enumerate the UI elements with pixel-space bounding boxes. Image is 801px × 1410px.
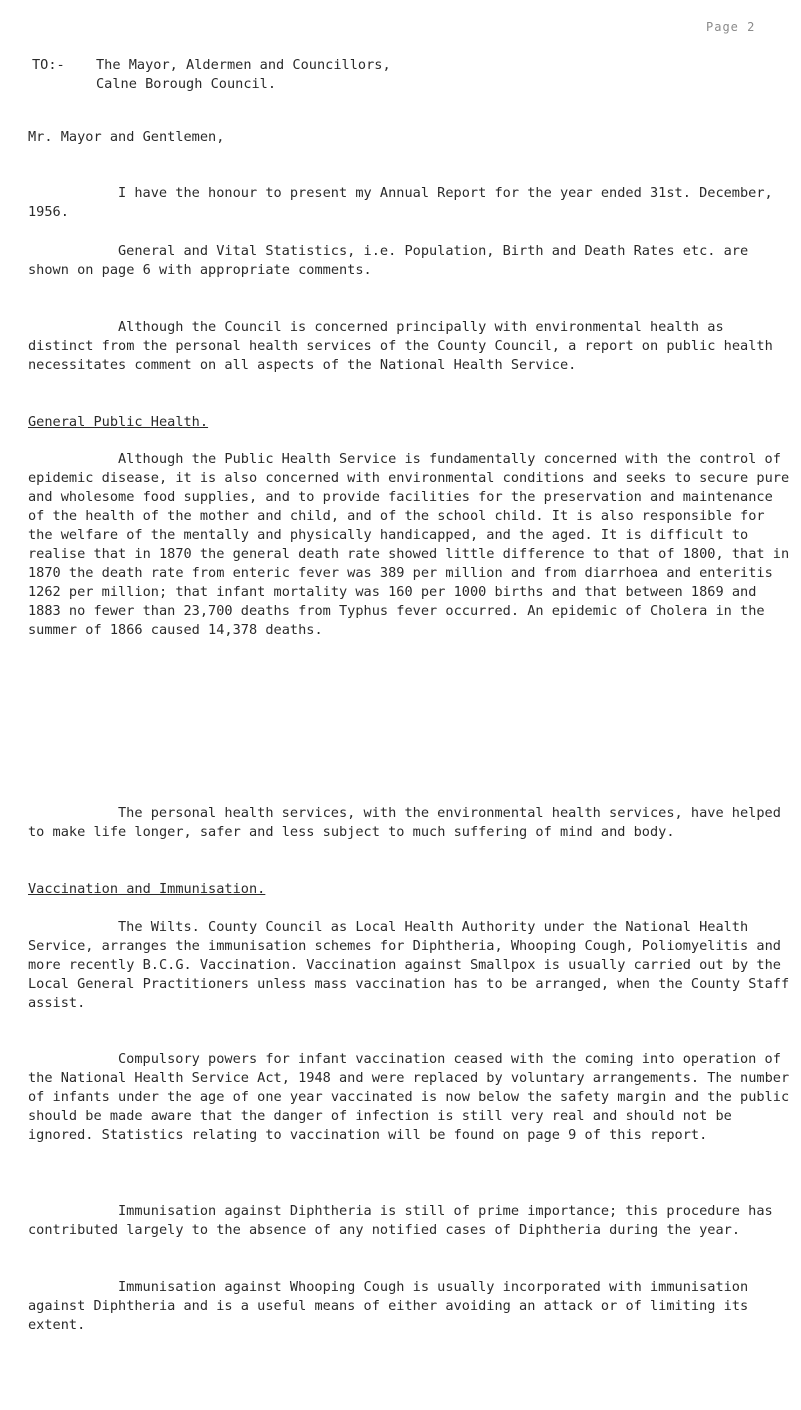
personal-services-paragraph: The personal health services, with the environmental health services, have helped to make life longer, safer and less subject to much suffering of mind and body.: [28, 805, 781, 840]
salutation: Mr. Mayor and Gentlemen,: [28, 129, 225, 145]
address-to-label: TO:-: [32, 57, 65, 73]
compulsory-powers-paragraph: Compulsory powers for infant vaccination ceased with the coming into operation of the National Health Service Act, 1948 and were replaced by voluntary arrangements. The number of infants under the age of one year vaccinated is now below the safety margin and the public should be made aware that the danger of infection is still very real and should not be ignored. Statistics relating to vaccination will be found on page 9 of this report.: [28, 1051, 790, 1143]
address-line-2: Calne Borough Council.: [96, 76, 277, 92]
statistics-paragraph: General and Vital Statistics, i.e. Population, Birth and Death Rates etc. are shown on page 6 with appropriate comments.: [28, 243, 749, 278]
public-health-paragraph: Although the Public Health Service is fundamentally concerned with the control of epidemic disease, it is also concerned with environmental conditions and seeks to secure pure and wholesome food supplies, and to provide facilities for the preservation and maintenance of the health of the mother and child, and of the school child. It is also responsible for the welfare of the mentally and physically handicapped, and the aged. It is difficult to realise that in 1870 the general death rate showed little difference to that of 1800, that in 1870 the death rate from enteric fever was 389 per million and from diarrhoea and enteritis 1262 per million; that infant mortality was 160 per 1000 births and that between 1869 and 1883 no fewer than 23,700 deaths from Typhus fever occurred. An epidemic of Cholera in the summer of 1866 caused 14,378 deaths.: [28, 451, 790, 638]
diphtheria-paragraph: Immunisation against Diphtheria is still of prime importance; this procedure has contributed largely to the absence of any notified cases of Diphtheria during the year.: [28, 1203, 773, 1238]
heading-vaccination: Vaccination and Immunisation.: [28, 881, 266, 897]
address-line-1: The Mayor, Aldermen and Councillors,: [96, 57, 391, 73]
county-council-paragraph: The Wilts. County Council as Local Health Authority under the National Health Service, arranges the immunisation schemes for Diphtheria, Whooping Cough, Poliomyelitis and more recently B.C.G. Vaccination. Vaccination against Smallpox is usually carried out by the Local General Practitioners unless mass vaccination has to be arranged, when the County Staff assist.: [28, 919, 790, 1011]
scope-paragraph: Although the Council is concerned principally with environmental health as distinct from the personal health services of the County Council, a report on public health necessitates comment on all aspects of the National Health Service.: [28, 319, 773, 373]
intro-paragraph: I have the honour to present my Annual Report for the year ended 31st. December, 1956.: [28, 185, 773, 220]
page-number-mark: Page 2: [706, 20, 756, 34]
heading-general-public-health: General Public Health.: [28, 414, 209, 430]
whooping-cough-paragraph: Immunisation against Whooping Cough is usually incorporated with immunisation against Diphtheria and is a useful means of either avoiding an attack or of limiting its extent.: [28, 1279, 749, 1333]
address-block: [32, 56, 391, 94]
